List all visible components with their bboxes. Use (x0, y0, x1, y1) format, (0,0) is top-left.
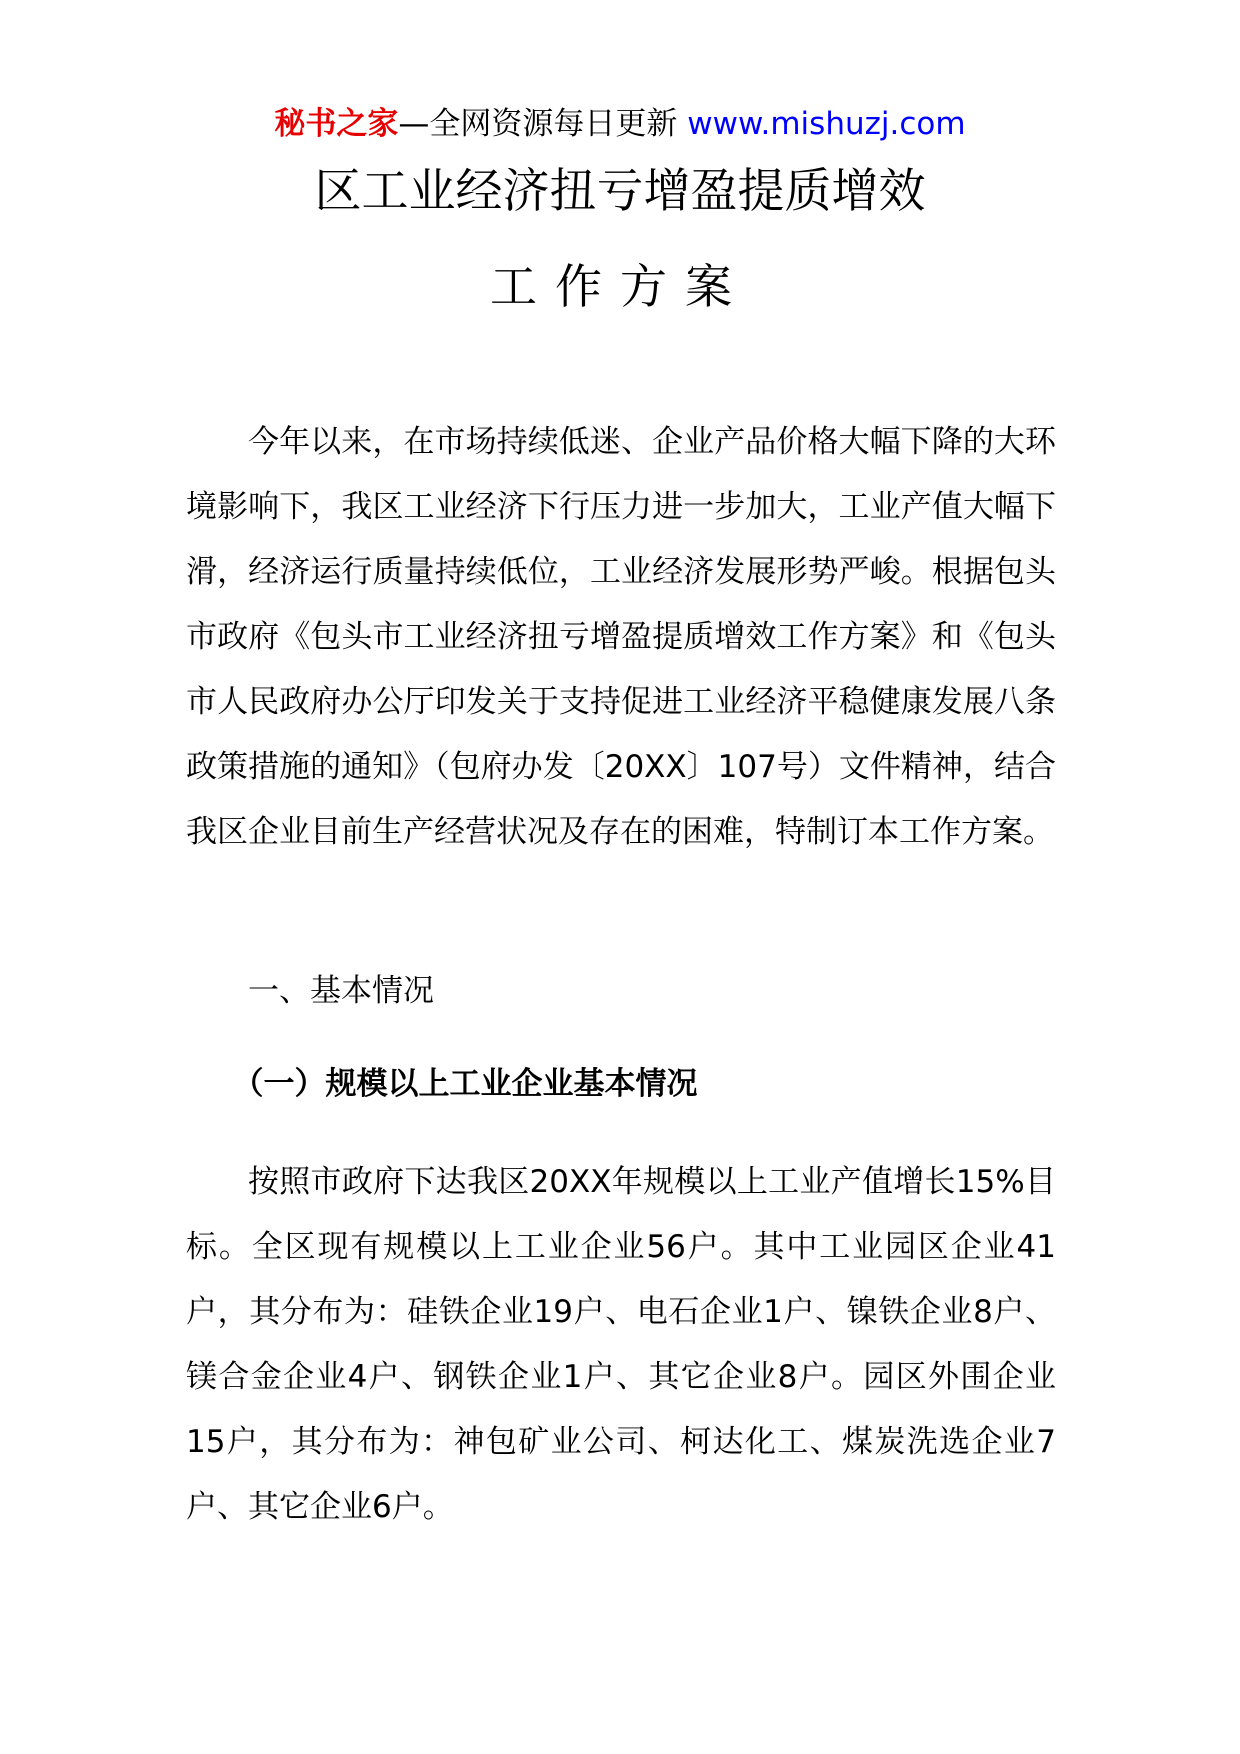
site-url-link[interactable]: www.mishuzj.com (687, 106, 966, 142)
document-title-line-2: 工作方案 (490, 260, 750, 315)
header-banner (0, 102, 1240, 146)
document-title-line-1: 区工业经济扭亏增盈提质增效 (314, 164, 926, 219)
header-tagline: —全网资源每日更新 (398, 106, 678, 142)
brand-name: 秘书之家 (274, 106, 399, 142)
subsection-heading-enterprises: （一）规模以上工业企业基本情况 (232, 1066, 698, 1102)
intro-paragraph: 今年以来，在市场持续低迷、企业产品价格大幅下降的大环境影响下，我区工业经济下行压力进一步加大，工业产值大幅下滑，经济运行质量持续低位，工业经济发展形势严峻。根据包头市政府《包头市工业经济扭亏增盈提质增效工作方案》和《包头市人民政府办公厅印发关于支持促进工业经济平稳健康发展八条政策措施的通知》（包府办发〔20XX〕107号）文件精神，结合我区企业目前生产经营状况及存在的困难，特制订本工作方案。 (186, 424, 1056, 850)
enterprises-paragraph: 按照市政府下达我区20XX年规模以上工业产值增长15%目标。全区现有规模以上工业企业56户。其中工业园区企业41户，其分布为：硅铁企业19户、电石企业1户、镍铁企业8户、镁合金企业4户、钢铁企业1户、其它企业8户。园区外围企业15户，其分布为：神包矿业公司、柯达化工、煤炭洗选企业7户、其它企业6户。 (186, 1164, 1056, 1525)
section-heading-basic-situation: 一、基本情况 (248, 973, 434, 1009)
